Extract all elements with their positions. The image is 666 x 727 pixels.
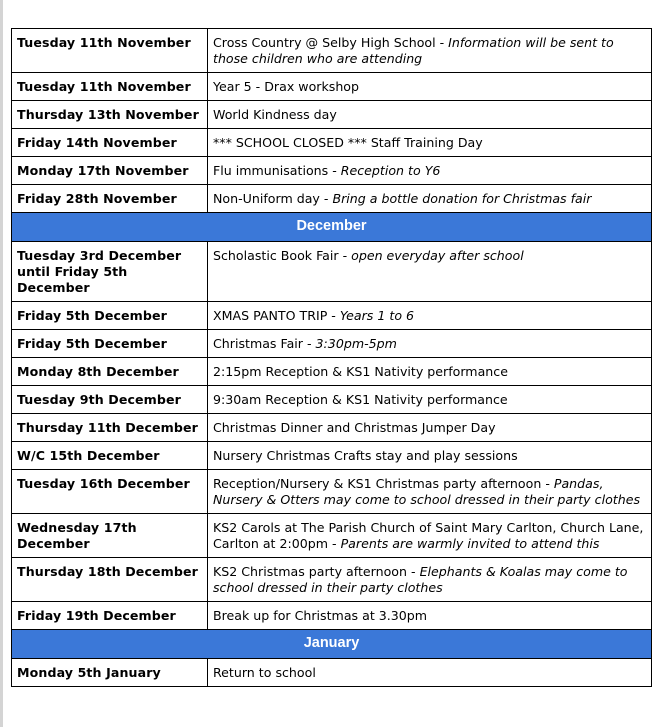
event-description	[208, 558, 652, 602]
event-date: Monday 8th December	[12, 358, 208, 386]
event-description	[208, 358, 652, 386]
event-title: KS2 Carols at The Parish Church of Saint Mary Carlton, Church Lane, Carlton at 2:00pm -	[213, 520, 644, 551]
calendar-body	[12, 29, 652, 687]
event-description	[208, 514, 652, 558]
event-title: KS2 Christmas party afternoon -	[213, 564, 420, 579]
event-row	[12, 358, 652, 386]
event-note: Parents are warmly invited to attend this	[340, 536, 600, 551]
event-title: Return to school	[213, 665, 316, 680]
event-title: Reception/Nursery & KS1 Christmas party afternoon -	[213, 476, 554, 491]
event-date: Friday 14th November	[12, 129, 208, 157]
month-header-row	[12, 630, 652, 659]
event-note: Years 1 to 6	[339, 308, 415, 323]
event-title: Non-Uniform day -	[213, 191, 333, 206]
event-description	[208, 242, 652, 302]
event-note: Reception to Y6	[340, 163, 441, 178]
event-date: Friday 5th December	[12, 330, 208, 358]
event-date: Tuesday 3rd December until Friday 5th December	[12, 242, 208, 302]
event-date: Friday 5th December	[12, 302, 208, 330]
event-row	[12, 442, 652, 470]
event-title: Year 5 - Drax workshop	[213, 79, 359, 94]
event-title: 9:30am Reception & KS1 Nativity performance	[213, 392, 508, 407]
event-description	[208, 185, 652, 213]
event-description	[208, 157, 652, 185]
month-header: January	[12, 630, 652, 659]
event-description	[208, 470, 652, 514]
event-date: Tuesday 11th November	[12, 73, 208, 101]
event-title: Break up for Christmas at 3.30pm	[213, 608, 428, 623]
event-description	[208, 101, 652, 129]
event-title: Flu immunisations -	[213, 163, 341, 178]
event-description	[208, 602, 652, 630]
event-row	[12, 157, 652, 185]
event-title: XMAS PANTO TRIP -	[213, 308, 340, 323]
event-title: Nursery Christmas Crafts stay and play sessions	[213, 448, 518, 463]
event-row	[12, 558, 652, 602]
event-title: Christmas Dinner and Christmas Jumper Day	[213, 420, 496, 435]
event-row	[12, 514, 652, 558]
school-calendar-table	[11, 28, 652, 687]
event-row	[12, 29, 652, 73]
event-date: Friday 28th November	[12, 185, 208, 213]
event-date: Wednesday 17th December	[12, 514, 208, 558]
event-date: Thursday 13th November	[12, 101, 208, 129]
event-note: open everyday after school	[351, 248, 524, 263]
page-edge-divider	[0, 0, 3, 727]
event-title: *** SCHOOL CLOSED *** Staff Training Day	[213, 135, 483, 150]
event-note: 3:30pm-5pm	[315, 336, 397, 351]
event-date: Tuesday 16th December	[12, 470, 208, 514]
event-description	[208, 73, 652, 101]
event-title: Scholastic Book Fair -	[213, 248, 352, 263]
event-date: W/C 15th December	[12, 442, 208, 470]
event-row	[12, 242, 652, 302]
event-description	[208, 659, 652, 687]
event-note: Bring a bottle donation for Christmas fair	[332, 191, 592, 206]
event-note: Elephants & Koalas may come to school dressed in their party clothes	[213, 564, 628, 595]
event-description	[208, 29, 652, 73]
event-title: Christmas Fair -	[213, 336, 316, 351]
event-date: Thursday 11th December	[12, 414, 208, 442]
event-date: Tuesday 9th December	[12, 386, 208, 414]
event-row	[12, 386, 652, 414]
event-description	[208, 330, 652, 358]
event-description	[208, 129, 652, 157]
event-row	[12, 659, 652, 687]
event-note: Information will be sent to those children who are attending	[213, 35, 614, 66]
month-header-row	[12, 213, 652, 242]
event-title: 2:15pm Reception & KS1 Nativity performance	[213, 364, 508, 379]
event-row	[12, 101, 652, 129]
event-row	[12, 602, 652, 630]
event-row	[12, 129, 652, 157]
event-row	[12, 302, 652, 330]
event-description	[208, 302, 652, 330]
event-row	[12, 470, 652, 514]
event-description	[208, 386, 652, 414]
event-date: Tuesday 11th November	[12, 29, 208, 73]
event-row	[12, 330, 652, 358]
event-note: Pandas, Nursery & Otters may come to school dressed in their party clothes	[213, 476, 641, 507]
event-row	[12, 414, 652, 442]
event-date: Monday 5th January	[12, 659, 208, 687]
event-date: Thursday 18th December	[12, 558, 208, 602]
event-title: World Kindness day	[213, 107, 337, 122]
event-date: Friday 19th December	[12, 602, 208, 630]
month-header: December	[12, 213, 652, 242]
event-date: Monday 17th November	[12, 157, 208, 185]
event-row	[12, 73, 652, 101]
event-description	[208, 442, 652, 470]
event-row	[12, 185, 652, 213]
event-title: Cross Country @ Selby High School -	[213, 35, 449, 50]
event-description	[208, 414, 652, 442]
